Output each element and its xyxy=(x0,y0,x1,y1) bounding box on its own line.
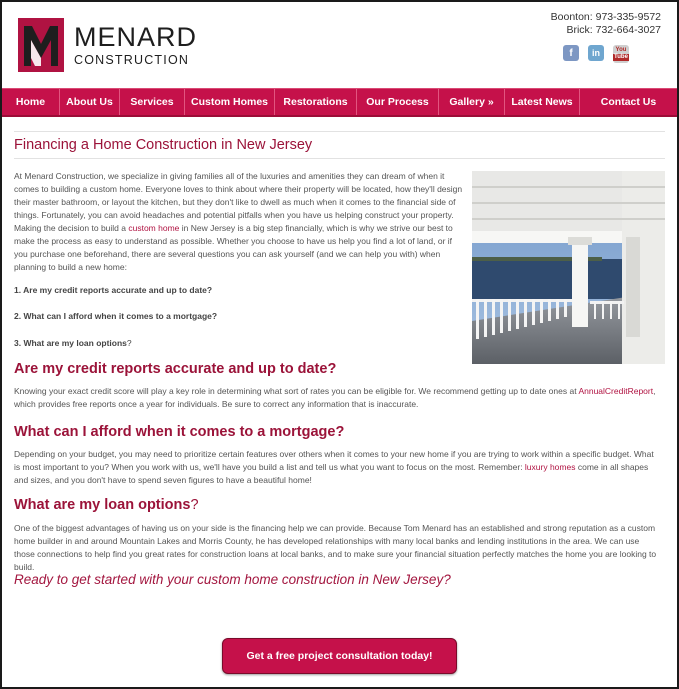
nav-item-our-process[interactable]: Our Process xyxy=(357,89,439,115)
luxury-homes-link[interactable]: luxury homes xyxy=(524,462,576,472)
divider xyxy=(14,131,665,132)
divider xyxy=(14,158,665,159)
section-title-loans: What are my loan options? xyxy=(14,497,199,513)
nav-item-gallery[interactable]: Gallery » xyxy=(439,89,505,115)
nav-item-contact-us[interactable]: Contact Us xyxy=(600,96,657,108)
main-nav xyxy=(2,88,677,117)
nav-item-about-us[interactable]: About Us xyxy=(60,89,120,115)
logo-mark-icon xyxy=(18,18,64,72)
nav-item-custom-homes[interactable]: Custom Homes xyxy=(185,89,275,115)
intro-paragraph: At Menard Construction, we specialize in giving families all of the luxuries and amenities they can dream of when it comes to building a custom home. Everyone loves to think about where their property will be located, how they'll design their master bathroom, or layout the kitchen, but they don't like to dwell as much when it comes to the financial side of things. Fortunately, you can avoid headaches and potential pitfalls when you have us helping construct your property. Making the decision to build a custom home in New Jersey is a big step financially, which is why we strive our best to make the process as easy to understand as possible. Whether you choose to have us help you find a lot of land, or if you purchase one beforehand, there are several questions you can ask yourself (and we can help you with) when planning to build a new home: xyxy=(14,171,463,272)
cta-heading: Ready to get started with your custom home construction in New Jersey? xyxy=(14,572,451,587)
linkedin-icon[interactable]: in xyxy=(588,45,604,61)
question-2: 2. What can I afford when it comes to a mortgage? xyxy=(14,311,218,321)
section-title-credit: Are my credit reports accurate and up to date? xyxy=(14,361,337,377)
nav-item-services[interactable]: Services xyxy=(120,89,185,115)
facebook-icon[interactable]: f xyxy=(563,45,579,61)
nav-item-latest-news[interactable]: Latest News xyxy=(505,89,580,115)
page-frame xyxy=(2,2,677,687)
section-body-mortgage: Depending on your budget, you may need to prioritize certain features over others when it comes to your new home if you are trying to work within a specific budget. What is most important to you? When you work with us, we'll have you build a list and tell us what you want to focus on the most. Remember: luxury homes come in all shapes and sizes, and you don't have to spend seven figures to have a beautiful home! xyxy=(14,449,654,485)
logo-name: MENARD xyxy=(74,21,198,52)
youtube-icon[interactable]: You Tube xyxy=(613,45,629,63)
social-links xyxy=(563,45,629,63)
contact-phones xyxy=(551,11,661,37)
nav-item-home[interactable]: Home xyxy=(2,89,60,115)
site-header xyxy=(2,2,677,88)
question-1: 1. Are my credit reports accurate and up to date? xyxy=(14,285,213,295)
logo-subtitle: CONSTRUCTION xyxy=(74,52,190,67)
custom-home-link[interactable]: custom home xyxy=(128,223,180,233)
main-content xyxy=(2,119,677,687)
section-body-credit: Knowing your exact credit score will play a key role in determining what sort of rates you can be eligible for. We recommend getting up to date ones at AnnualCreditReport, which provides free reports once a year for individuals. Be sure to correct any information that is inaccurate. xyxy=(14,386,656,409)
porch-photo xyxy=(472,171,665,364)
page-title: Financing a Home Construction in New Jersey xyxy=(14,137,313,153)
question-3: 3. What are my loan options? xyxy=(14,338,132,348)
phone-boonton[interactable]: Boonton: 973-335-9572 xyxy=(550,11,661,23)
section-body-loans: One of the biggest advantages of having us on your side is the financing help we can provide. Because Tom Menard has an established and strong reputation as a custom home builder in and around Mountain Lakes and Morris County, he has developed relationships with many local banks and lending institutions in the area. We can use those connections to help find you great rates for construction loans at local banks, and to make sure your financial situation perfectly matches the home you are looking to build. xyxy=(14,523,657,572)
phone-brick[interactable]: Brick: 732-664-3027 xyxy=(566,24,661,36)
nav-item-restorations[interactable]: Restorations xyxy=(275,89,357,115)
consultation-button[interactable]: Get a free project consultation today! xyxy=(222,638,457,674)
logo[interactable] xyxy=(18,12,210,78)
annual-credit-report-link[interactable]: AnnualCreditReport xyxy=(578,386,654,396)
section-title-mortgage: What can I afford when it comes to a mortgage? xyxy=(14,424,345,440)
